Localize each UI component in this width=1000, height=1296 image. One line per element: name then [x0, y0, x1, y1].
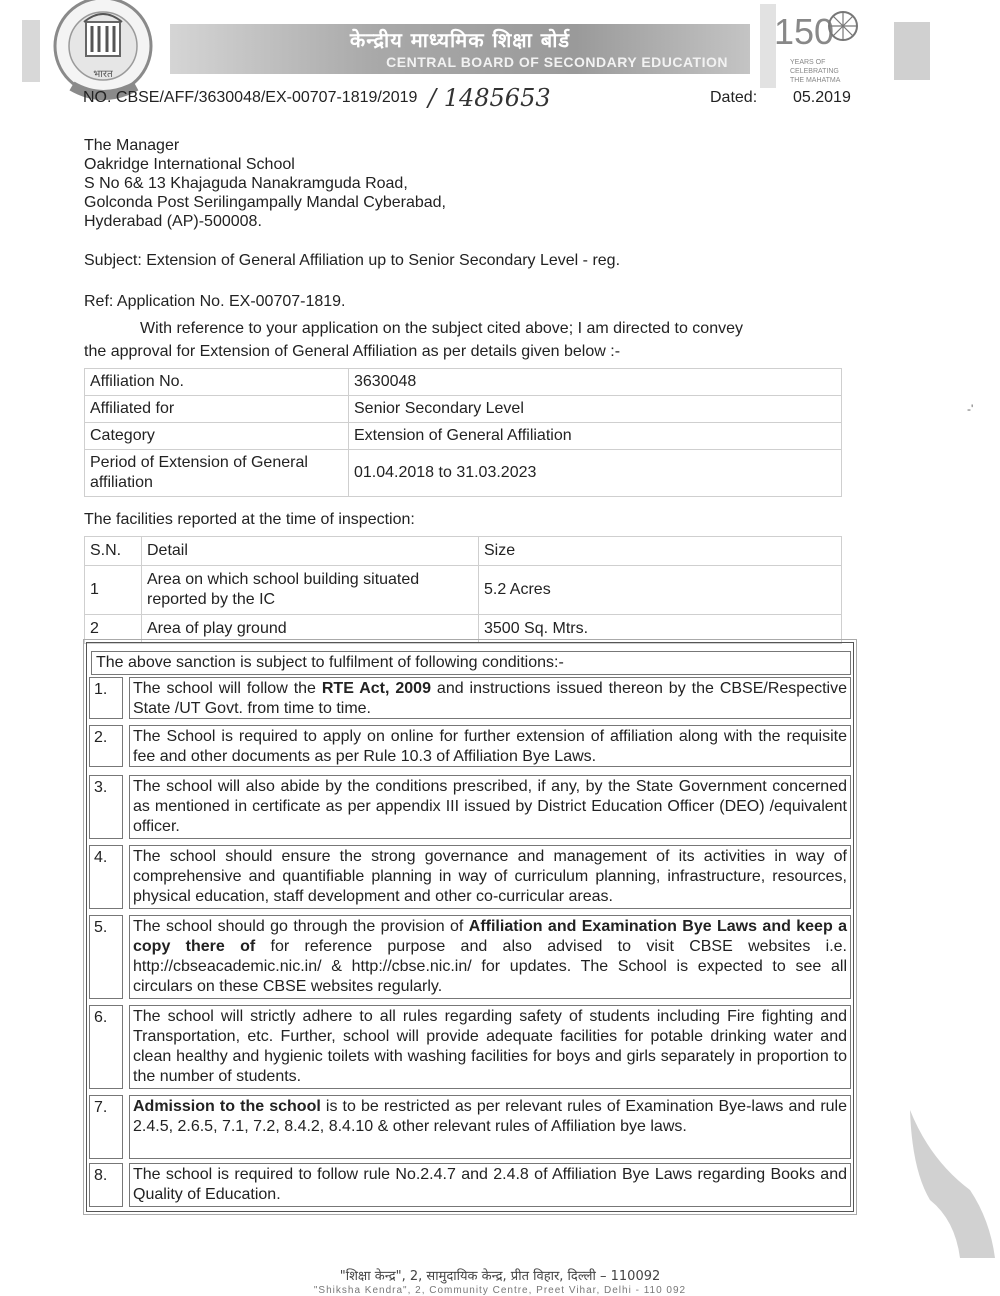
recipient-address: [84, 136, 446, 231]
margin-mark: -': [967, 402, 974, 416]
condition-item: [89, 1095, 851, 1159]
condition-text: [129, 1163, 851, 1207]
scan-shadow-artifact: [900, 1100, 1000, 1260]
intro-paragraph-line-1: With reference to your application on the subject cited above; I am directed to convey: [140, 320, 743, 337]
facilities-title: The facilities reported at the time of inspection:: [84, 511, 415, 528]
facility-detail: Area on which school building situated reported by the IC: [142, 566, 479, 615]
condition-text-part: and instructions issued thereon by the CBSE/Respective State /UT Govt. from time to time.: [133, 680, 847, 717]
affiliation-value: 01.04.2018 to 31.03.2023: [349, 450, 842, 497]
condition-number: 5.: [89, 915, 123, 999]
facility-size: 3500 Sq. Mtrs.: [479, 615, 842, 644]
column-header-detail: Detail: [142, 537, 479, 566]
affiliation-details-table: [84, 368, 842, 497]
condition-text: [129, 915, 851, 999]
handwritten-dispatch-number: / 1485653: [428, 84, 551, 112]
anniversary-text-2: CELEBRATING: [790, 68, 839, 75]
condition-text: [129, 845, 851, 909]
table-row: [85, 423, 842, 450]
condition-number: 8.: [89, 1163, 123, 1207]
condition-item: [89, 775, 851, 839]
condition-number: 2.: [89, 725, 123, 767]
address-line: Oakridge International School: [84, 156, 295, 173]
anniversary-text-1: YEARS OF: [790, 59, 826, 66]
emblem-text: भारत: [93, 69, 113, 80]
condition-text-part: The school will strictly adhere to all rules regarding safety of students including Fire fighting and Transportation, etc. Further, school will provide adequate facilities for potable drinking water and clean healthy and hygienic toilets with washing facilities for boys and girls separately in proportion to the number of students.: [133, 1008, 847, 1085]
affiliation-value: 3630048: [349, 369, 842, 396]
reference-number: NO. CBSE/AFF/3630048/EX-00707-1819/2019: [83, 89, 418, 106]
table-header-row: [85, 537, 842, 566]
conditions-box: [86, 642, 854, 1212]
condition-number: 6.: [89, 1005, 123, 1089]
footer-address-hindi: "शिक्षा केन्द्र", 2, सामुदायिक केन्द्र, प्रीत विहार, दिल्ली – 110092: [339, 1269, 661, 1284]
facility-detail: Area of play ground: [142, 615, 479, 644]
condition-text: [129, 1005, 851, 1089]
condition-text: [129, 677, 851, 719]
condition-item: [89, 845, 851, 909]
table-row: [85, 566, 842, 615]
condition-item: [89, 677, 851, 719]
cbse-banner: [170, 24, 750, 74]
condition-text-part: The School is required to apply on online for further extension of affiliation along with the requisite fee and other documents as per Rule 10.3 of Affiliation Bye Laws.: [133, 728, 847, 765]
address-line: Golconda Post Serilingampally Mandal Cyberabad,: [84, 194, 446, 211]
condition-number: 4.: [89, 845, 123, 909]
condition-text: [129, 1095, 851, 1159]
affiliation-label: Affiliation No.: [85, 369, 349, 396]
address-line: Hyderabad (AP)-500008.: [84, 213, 262, 230]
anniversary-text-3: THE MAHATMA: [790, 77, 841, 84]
facility-size: 5.2 Acres: [479, 566, 842, 615]
column-header-sn: S.N.: [85, 537, 142, 566]
condition-text-part: The school should go through the provision of: [133, 918, 469, 935]
condition-text-bold: Admission to the school: [133, 1098, 321, 1115]
dated-label: Dated:: [710, 89, 758, 106]
column-header-size: Size: [479, 537, 842, 566]
subject-line: Subject: Extension of General Affiliation up to Senior Secondary Level - reg.: [84, 252, 621, 269]
table-row: [85, 396, 842, 423]
address-line: S No 6& 13 Khajaguda Nanakramguda Road,: [84, 175, 408, 192]
condition-text: [129, 775, 851, 839]
anniversary-number: 150: [774, 11, 835, 52]
table-row: [85, 450, 842, 497]
condition-text-part: The school will follow the: [133, 680, 322, 697]
conditions-heading: The above sanction is subject to fulfilment of following conditions:-: [91, 651, 851, 675]
condition-number: 7.: [89, 1095, 123, 1159]
affiliation-label: Affiliated for: [85, 396, 349, 423]
condition-text: [129, 725, 851, 767]
condition-number: 3.: [89, 775, 123, 839]
condition-text-bold: RTE Act, 2009: [321, 680, 431, 697]
affiliation-value: Extension of General Affiliation: [349, 423, 842, 450]
condition-item: [89, 1005, 851, 1089]
condition-text-part: The school will also abide by the conditions prescribed, if any, by the State Government concerned as mentioned in certificate as per appendix III issued by District Education Officer (DEO) /equivalent officer.: [133, 778, 847, 835]
condition-number: 1.: [89, 677, 123, 719]
condition-text-part: is to be restricted as per relevant rules of Examination Bye-laws and rule 2.4.5, 2.6.5, 7.1, 7.2, 8.4.2, 8.4.10 & other relevant rules of Affiliation bye laws.: [133, 1098, 847, 1135]
table-row: [85, 369, 842, 396]
condition-item: [89, 725, 851, 767]
gandhi-150-logo: [760, 4, 872, 88]
facility-sn: 2: [85, 615, 142, 644]
facility-sn: 1: [85, 566, 142, 615]
application-reference: Ref: Application No. EX-00707-1819.: [84, 293, 346, 310]
address-line: The Manager: [84, 137, 180, 154]
condition-text-part: for reference purpose and also advised to visit CBSE websites i.e. http://cbseacademic.nic.in/ & http://cbse.nic.in/ for updates. The School is expected to see all circulars on these CBSE websites regularly.: [133, 938, 847, 995]
facilities-table: [84, 536, 842, 644]
condition-text-bold: Affiliation and Examination Bye Laws and keep a copy there of: [133, 918, 848, 955]
intro-paragraph-line-2: the approval for Extension of General Affiliation as per details given below :-: [84, 343, 621, 360]
affiliation-label: Period of Extension of General affiliation: [85, 450, 349, 497]
dated-value: 05.2019: [793, 89, 851, 106]
scan-edge-strip-right: [894, 22, 930, 80]
banner-hindi-title: केन्द्रीय माध्यमिक शिक्षा बोर्ड: [349, 28, 571, 52]
condition-text-part: The school is required to follow rule No.2.4.7 and 2.4.8 of Affiliation Bye Laws regarding Books and Quality of Education.: [133, 1166, 847, 1203]
condition-item: [89, 915, 851, 999]
condition-text-part: The school should ensure the strong governance and management of its activities in way of comprehensive and quantifiable planning in way of curriculum planning, infrastructure, resources, physical education, staff development and other co-curricular areas.: [133, 848, 847, 905]
condition-item: [89, 1163, 851, 1207]
table-row: [85, 615, 842, 644]
scan-edge-strip-left: [22, 20, 40, 82]
banner-english-title: CENTRAL BOARD OF SECONDARY EDUCATION: [386, 54, 728, 70]
affiliation-value: Senior Secondary Level: [349, 396, 842, 423]
footer-address-english: "Shiksha Kendra", 2, Community Centre, Preet Vihar, Delhi - 110 092: [313, 1285, 687, 1296]
affiliation-label: Category: [85, 423, 349, 450]
